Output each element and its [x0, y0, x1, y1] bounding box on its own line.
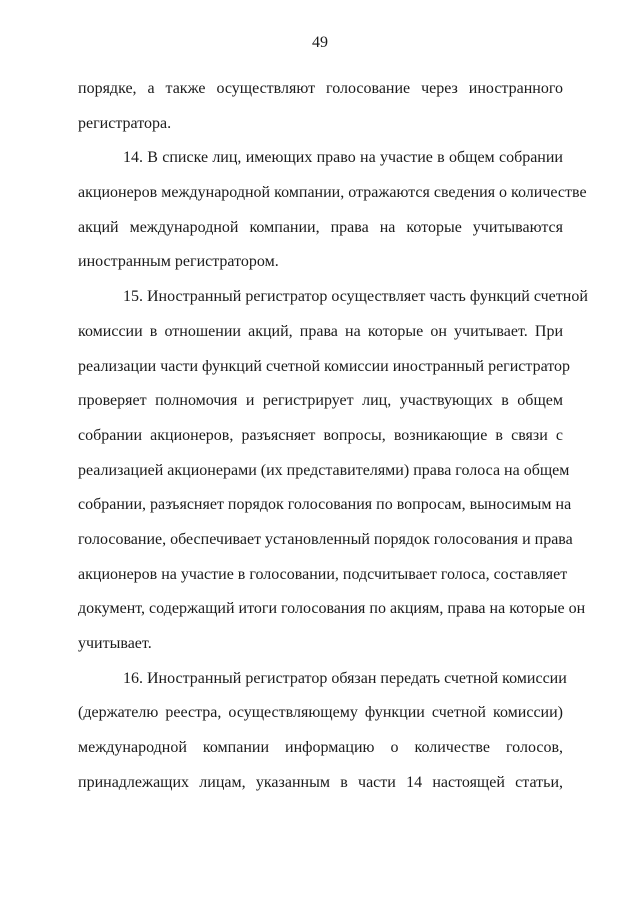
text-line: 14. В списке лиц, имеющих право на участие в общем собрании — [123, 149, 563, 167]
text-line: учитывает. — [78, 635, 152, 652]
text-line: международной компании информацию о количестве голосов, — [78, 739, 563, 757]
text-line: порядке, а также осуществляют голосование через иностранного — [78, 80, 563, 97]
text-line: голосование, обеспечивает установленный порядок голосования и права — [78, 530, 573, 548]
text-line: акционеров международной компании, отражаются сведения о количестве — [78, 184, 587, 202]
text-line: 15. Иностранный регистратор осуществляет часть функций счетной — [123, 288, 588, 306]
text-line: акционеров на участие в голосовании, подсчитывает голоса, составляет — [78, 565, 568, 583]
text-line: регистратора. — [78, 114, 172, 132]
text-line: собрании акционеров, разъясняет вопросы, возникающие в связи с — [78, 426, 563, 444]
text-line: принадлежащих лицам, указанным в части 14 настоящей статьи, — [78, 773, 563, 791]
text-line: 16. Иностранный регистратор обязан передать счетной комиссии — [123, 669, 567, 687]
text-line: иностранным регистратором. — [78, 253, 279, 271]
document-body — [78, 72, 588, 800]
page-number: 49 — [312, 34, 328, 51]
text-line: (держателю реестра, осуществляющему функции счетной комиссии) — [78, 704, 563, 722]
text-line: собрании, разъясняет порядок голосования по вопросам, выносимым на — [78, 496, 572, 514]
text-line: реализацией акционерами (их представителями) права голоса на общем — [78, 461, 570, 479]
text-line: документ, содержащий итоги голосования по акциям, права на которые он — [78, 600, 586, 618]
text-line: реализации части функций счетной комиссии иностранный регистратор — [78, 357, 571, 375]
text-line: акций международной компании, права на которые учитываются — [78, 218, 563, 236]
text-line: комиссии в отношении акций, права на которые он учитывает. При — [78, 322, 563, 340]
text-line: проверяет полномочия и регистрирует лиц, участвующих в общем — [78, 392, 563, 410]
